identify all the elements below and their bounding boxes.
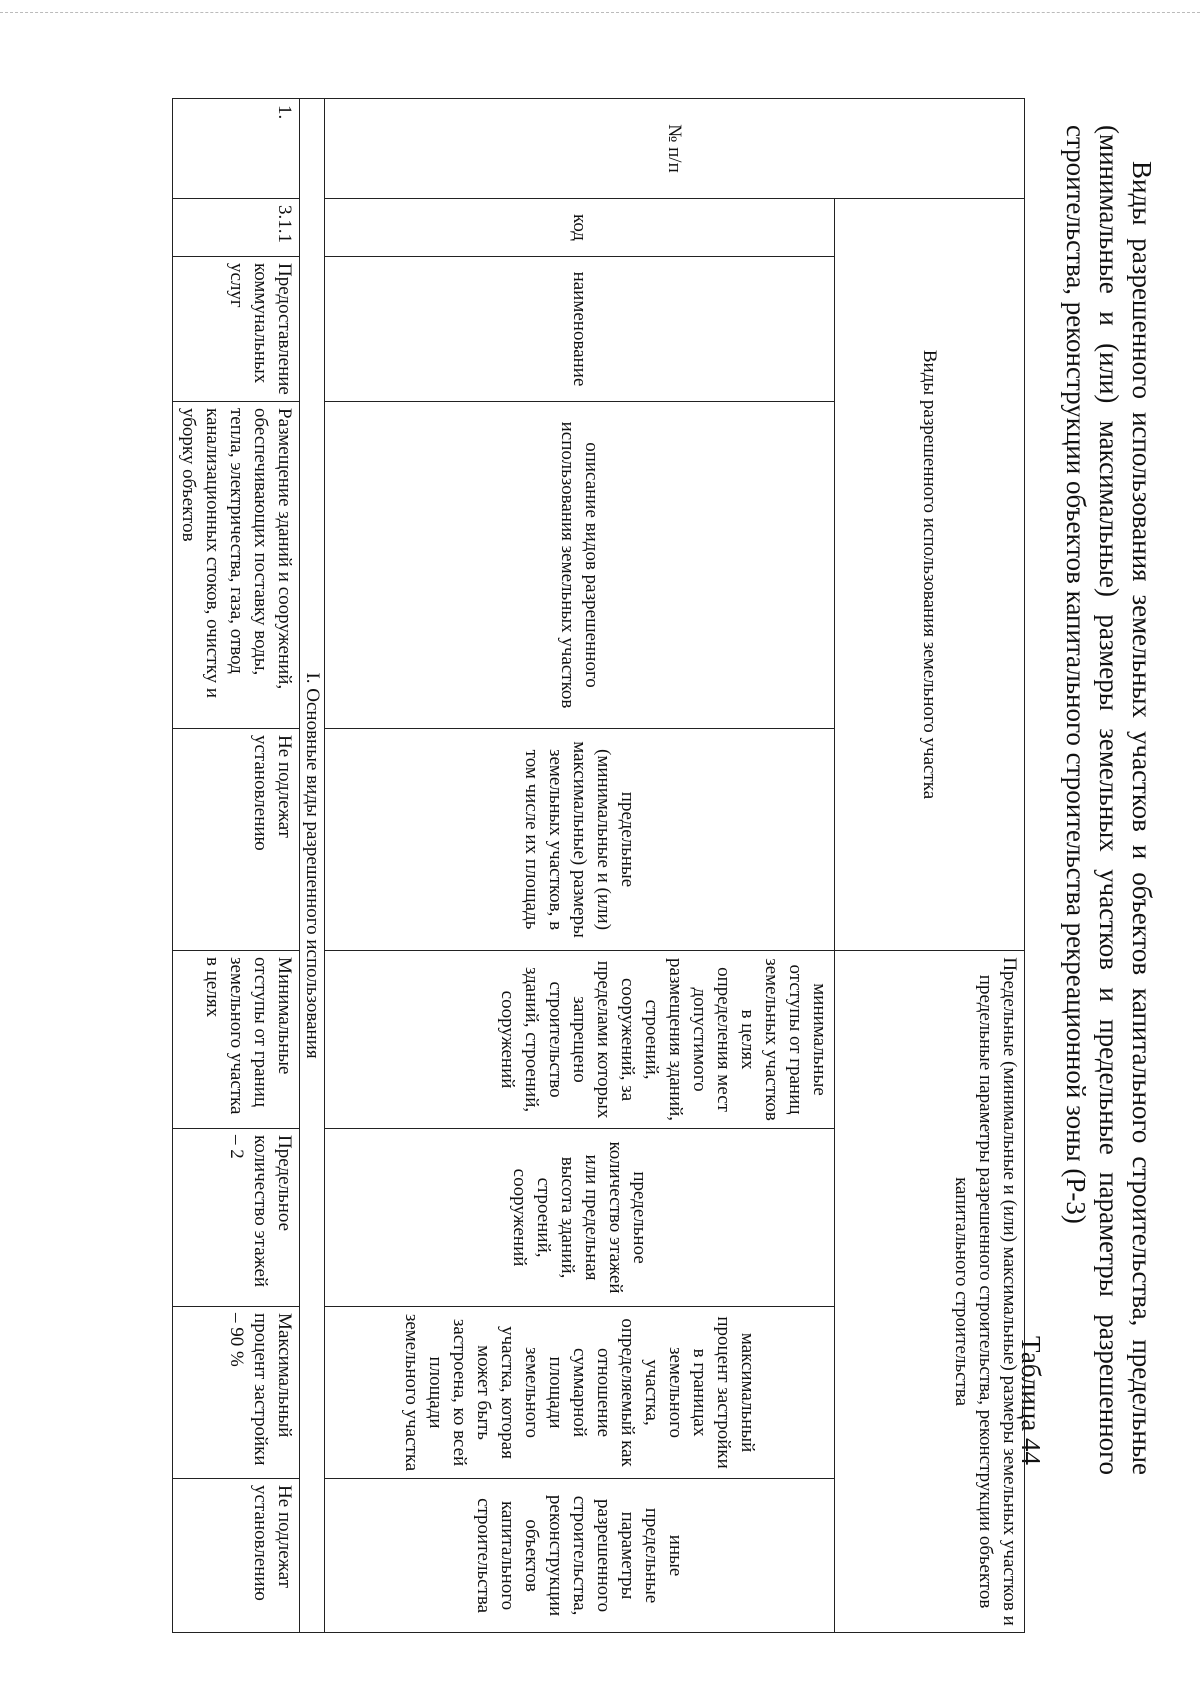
row-num: 1. <box>173 99 300 199</box>
zoning-table <box>172 98 1025 1633</box>
row-other: Не подлежат установлению <box>173 1479 300 1633</box>
document-title: Виды разрешенного использования земельных участков и объектов капитального строительства, предельные (минимальные и (или) максимальные) размеры земельных участков и предельные параметры разрешенного строительства, реконструкции объектов капитального строительства рекреационной зоны (Р-3) <box>1061 125 1157 1475</box>
row-coverage: Максимальный процент застройки – 90 % <box>173 1307 300 1479</box>
header-group-vri: Виды разрешенного использования земельного участка <box>835 199 1025 951</box>
section-main-uses: I. Основные виды разрешенного использования <box>300 99 325 1633</box>
header-group-limits: Предельные (минимальные и (или) максимальные) размеры земельных участков и предельные параметры разрешенного строительства, реконструкции объектов капитального строительства <box>835 951 1025 1633</box>
header-other: иные предельные параметры разрешенного строительства, реконструкции объектов капитального строительства <box>325 1479 835 1633</box>
header-code: код <box>325 199 835 257</box>
row-code: 3.1.1 <box>173 199 300 257</box>
header-coverage: максимальный процент застройки в границах земельного участка, определяемый как отношение суммарной площади земельного участка, которая может быть застроена, ко всей площади земельного участка <box>325 1307 835 1479</box>
row-name: Предоставление коммунальных услуг <box>173 257 300 402</box>
header-setbacks: минимальные отступы от границ земельных участков в целях определения мест допустимого размещения зданий, строений, сооружений, за пределами которых запрещено строительство зданий, строений, сооружений <box>325 951 835 1129</box>
row-floors: Предельное количество этажей – 2 <box>173 1129 300 1307</box>
header-description: описание видов разрешенного использования земельных участков <box>325 402 835 729</box>
header-floors: предельное количество этажей или предельная высота зданий, строений, сооружений <box>325 1129 835 1307</box>
header-num: № п/п <box>325 99 1025 199</box>
table-number: Таблица 44 <box>1016 1336 1046 1465</box>
row-setbacks: Минимальные отступы от границ земельного участка в целях <box>173 951 300 1129</box>
table-row <box>173 99 300 1633</box>
header-name: наименование <box>325 257 835 402</box>
rotated-page <box>48 55 1158 1655</box>
page-top-border <box>0 12 1200 13</box>
row-description: Размещение зданий и сооружений, обеспечивающих поставку воды, тепла, электричества, газа, отвод канализационных стоков, очистку и уборку объектов <box>173 402 300 729</box>
header-sizes: предельные (минимальные и (или) максимальные) размеры земельных участков, в том числе их площадь <box>325 729 835 951</box>
row-sizes: Не подлежат установлению <box>173 729 300 951</box>
